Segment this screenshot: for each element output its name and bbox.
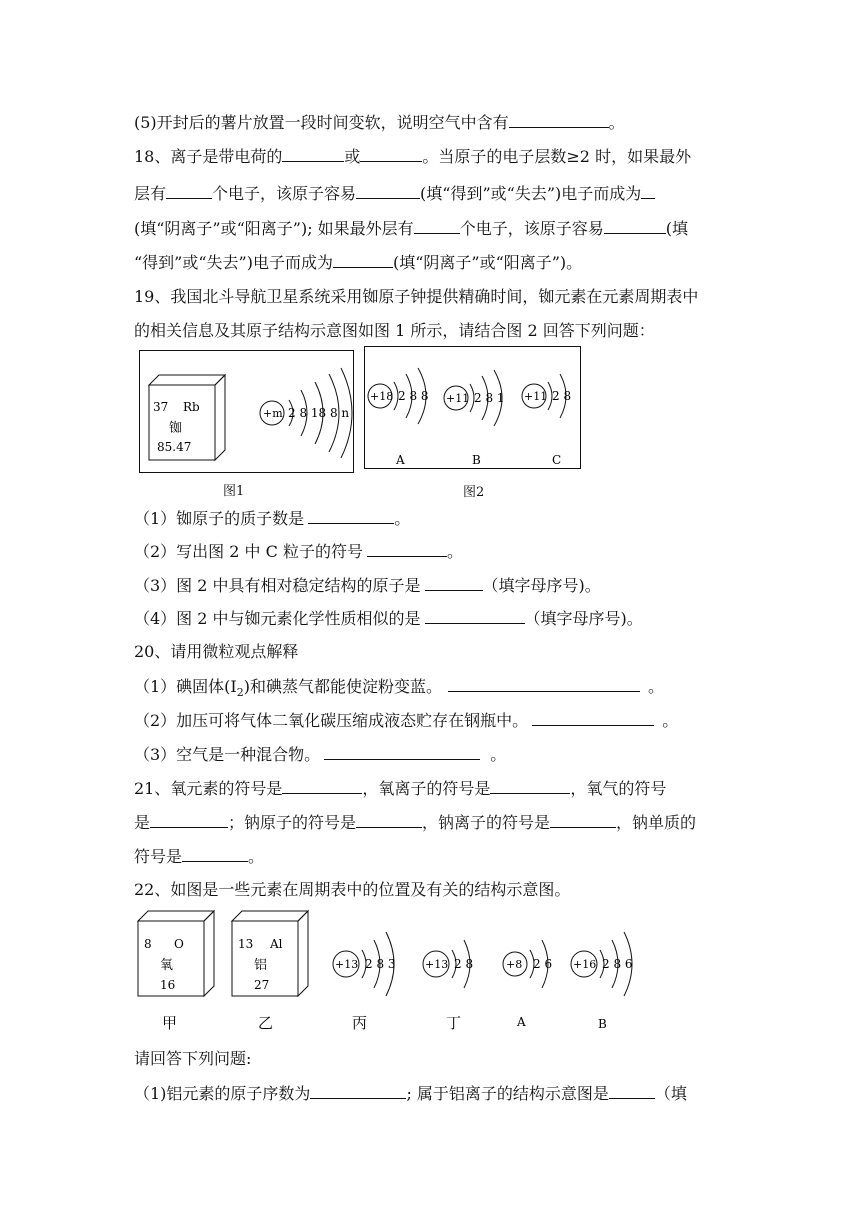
answer-blank[interactable]: [641, 182, 655, 199]
text: ; 属于铝离子的结构示意图是: [406, 1084, 609, 1103]
atom-b: [444, 370, 505, 467]
answer-blank[interactable]: [367, 540, 447, 557]
text: 。当原子的电子层数≥2 时，如果最外: [422, 147, 692, 166]
text: 是: [134, 813, 151, 832]
text: ；钠原子的符号是: [228, 813, 357, 832]
figure-1: [139, 350, 355, 474]
text: （1)铝元素的原子序数为: [134, 1084, 311, 1103]
electron-shells: 2 8: [552, 389, 572, 403]
q20-1: [134, 675, 664, 704]
subscript: 2: [236, 686, 244, 700]
q19-line2: [134, 320, 655, 342]
text: 请回答下列问题:: [134, 1049, 252, 1068]
q18-line2: [134, 182, 655, 205]
q19-3: [134, 574, 601, 597]
figure-1-caption: 图1: [223, 484, 245, 499]
q19-2: [134, 540, 463, 563]
text: ，钠离子的符号是: [422, 813, 551, 832]
answer-blank[interactable]: [356, 811, 422, 828]
answer-blank[interactable]: [166, 182, 212, 199]
answer-blank[interactable]: [425, 574, 483, 591]
text: （1）铷原子的质子数是: [134, 509, 305, 528]
text: 的相关信息及其原子结构示意图如图 1 所示，请结合图 2 回答下列问题：: [134, 321, 655, 340]
diagram-label: 乙: [258, 1014, 274, 1032]
q19-1: [134, 507, 410, 530]
nucleus-charge: +m: [263, 407, 283, 420]
text: 。: [662, 711, 679, 730]
text: (填“阴离子”或“阳离子”); 如果最外层有: [134, 219, 414, 238]
answer-blank[interactable]: [324, 743, 480, 760]
text: 19、我国北斗导航卫星系统采用铷原子钟提供精确时间，铷元素在元素周期表中: [134, 287, 699, 306]
text: 个电子，该原子容易: [459, 219, 604, 238]
text: (填: [665, 219, 688, 238]
text: （2）加压可将气体二氧化碳压缩成液态贮存在钢瓶中。: [134, 711, 529, 730]
atom-b: [571, 932, 633, 1031]
atom-label: A: [396, 453, 405, 467]
text: 符号是: [134, 847, 183, 866]
text: ，氧气的符号: [570, 779, 667, 798]
q20-2: [134, 709, 678, 732]
answer-blank[interactable]: [550, 811, 616, 828]
q19-line1: [134, 286, 698, 308]
element-mass: 16: [160, 978, 176, 992]
nucleus-charge: +13: [335, 958, 359, 971]
nucleus-charge: +8: [506, 958, 523, 971]
element-number: 8: [144, 937, 152, 951]
answer-blank[interactable]: [150, 811, 228, 828]
q19-4: [134, 607, 643, 630]
answer-blank[interactable]: [282, 145, 344, 162]
answer-blank[interactable]: [414, 217, 460, 234]
figure-2-caption: 图2: [463, 485, 485, 500]
answer-blank[interactable]: [333, 251, 393, 268]
q18-line1: [134, 145, 691, 168]
text: 20、请用微粒观点解释: [134, 642, 299, 661]
text: （3）图 2 中具有相对稳定结构的原子是: [134, 576, 421, 595]
answer-blank[interactable]: [310, 1082, 406, 1099]
text: 21、氧元素的符号是: [134, 779, 283, 798]
text: (填“得到”或“失去”)电子而成为: [420, 184, 642, 203]
electron-shells: 2 8 8: [398, 389, 429, 403]
text: （4）图 2 中与铷元素化学性质相似的是: [134, 609, 421, 628]
q21-line3: [134, 845, 264, 868]
q20-title: [134, 641, 298, 663]
text: 22、如图是一些元素在周期表中的位置及有关的结构示意图。: [134, 880, 571, 899]
electron-shells: 2 6: [533, 957, 553, 971]
figure-2: [364, 346, 582, 470]
answer-blank[interactable]: [425, 607, 525, 624]
text: 个电子，该原子容易: [212, 184, 357, 203]
text: （填字母序号)。: [482, 576, 601, 595]
text: （填字母序号)。: [524, 609, 643, 628]
electron-shells: 2 8 18 8 n: [288, 406, 350, 420]
text: “得到”或“失去”)电子而成为: [134, 253, 333, 272]
answer-blank[interactable]: [282, 777, 362, 794]
text: (填“阴离子”或“阳离子”)。: [392, 253, 583, 272]
text: 。: [446, 542, 463, 561]
atom-a: [503, 940, 552, 1029]
element-symbol: O: [174, 937, 184, 951]
text: 。: [608, 113, 625, 132]
text: （1）碘固体(I: [134, 677, 237, 696]
element-symbol: Al: [270, 937, 283, 951]
q18-line4: [134, 251, 582, 274]
electron-shells: 2 8 3: [365, 957, 396, 971]
text: 18、离子是带电荷的: [134, 147, 283, 166]
text: （填: [654, 1084, 687, 1103]
nucleus-charge: +11: [446, 392, 470, 405]
atom-c: [522, 374, 571, 467]
q21-line1: [134, 777, 666, 800]
answer-blank[interactable]: [360, 145, 422, 162]
answer-blank[interactable]: [490, 777, 570, 794]
atom-label: B: [472, 453, 481, 467]
answer-blank[interactable]: [609, 1082, 655, 1099]
text: ，钠单质的: [616, 813, 697, 832]
text: 。: [248, 847, 265, 866]
answer-blank[interactable]: [308, 507, 394, 524]
text: 。: [648, 677, 665, 696]
nucleus-charge: +18: [370, 390, 394, 403]
element-name: 铷: [169, 421, 183, 436]
element-number: 37: [153, 400, 169, 414]
answer-blank[interactable]: [448, 675, 640, 692]
atom-bing: [333, 932, 396, 1032]
element-mass: 27: [254, 978, 270, 992]
element-number: 13: [238, 937, 254, 951]
element-mass: 85.47: [157, 440, 192, 454]
diagram-label: 丁: [446, 1014, 462, 1032]
atom-label: C: [552, 453, 562, 467]
answer-blank[interactable]: [604, 217, 666, 234]
figure-3: [136, 906, 656, 1034]
element-symbol: Rb: [183, 400, 200, 414]
nucleus-charge: +11: [524, 390, 548, 403]
electron-shells: 2 8 6: [602, 957, 633, 971]
diagram-label: 甲: [162, 1014, 178, 1032]
nucleus-charge: +16: [573, 958, 597, 971]
nucleus-charge: +13: [425, 958, 449, 971]
text: (5)开封后的薯片放置一段时间变软，说明空气中含有: [134, 113, 509, 132]
text: 层有: [134, 184, 167, 203]
answer-blank[interactable]: [182, 845, 248, 862]
text: 或: [344, 147, 361, 166]
element-name: 氧: [160, 958, 174, 973]
element-cell-oxygen: [138, 911, 214, 1032]
atom-a: [368, 368, 429, 467]
answer-blank[interactable]: [532, 709, 654, 726]
text: 。: [490, 745, 507, 764]
q22-1: [134, 1082, 687, 1105]
q22-title: [134, 879, 570, 901]
q20-3: [134, 743, 506, 766]
text: （3）空气是一种混合物。: [134, 745, 321, 764]
answer-blank[interactable]: [356, 182, 420, 199]
text: （2）写出图 2 中 C 粒子的符号: [134, 542, 363, 561]
atom-ding: [423, 940, 473, 1032]
text: )和碘蒸气都能使淀粉变蓝。: [243, 677, 442, 696]
q18-line3: [134, 217, 688, 240]
electron-shells: 2 8: [454, 957, 474, 971]
diagram-label: 丙: [352, 1014, 368, 1032]
answer-blank[interactable]: [509, 111, 609, 128]
text: 。: [394, 509, 411, 528]
diagram-label: B: [598, 1017, 607, 1031]
q17-5-line: [134, 111, 625, 134]
diagram-label: A: [517, 1015, 526, 1029]
q21-line2: [134, 811, 696, 834]
electron-shells: 2 8 1: [474, 391, 505, 405]
q22-ask: [134, 1048, 251, 1070]
element-cell-aluminum: [232, 911, 308, 1032]
text: ，氧离子的符号是: [362, 779, 491, 798]
element-name: 铝: [254, 958, 268, 973]
